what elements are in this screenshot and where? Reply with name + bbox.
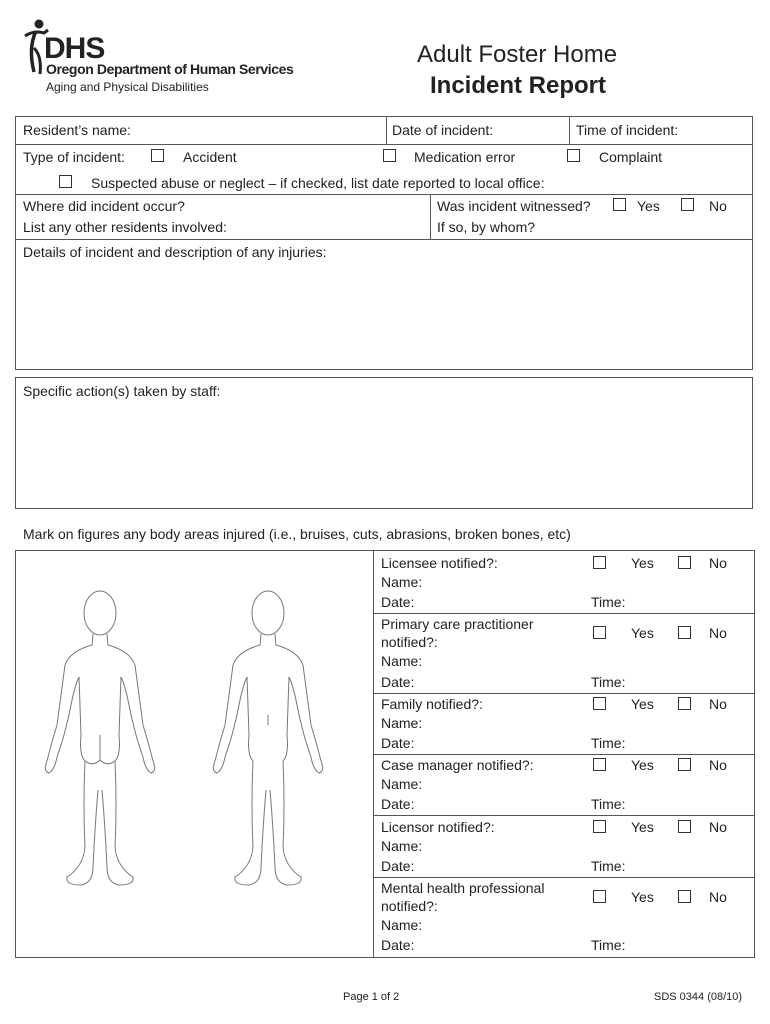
case-manager-no-checkbox[interactable] — [678, 758, 691, 771]
medication-error-checkbox[interactable] — [383, 149, 396, 162]
witnessed-yes-checkbox[interactable] — [613, 198, 626, 211]
body-map-instruction: Mark on figures any body areas injured (i.e., bruises, cuts, abrasions, broken bones, etc) — [23, 526, 571, 542]
mhp-yes-label: Yes — [631, 889, 654, 905]
family-time-label: Time: — [591, 735, 626, 751]
body-figure-front[interactable] — [200, 585, 330, 903]
divider — [15, 194, 753, 195]
family-notified-label: Family notified?: — [381, 696, 483, 712]
complaint-checkbox[interactable] — [567, 149, 580, 162]
licensor-no-label: No — [709, 819, 727, 835]
mhp-no-checkbox[interactable] — [678, 890, 691, 903]
divider — [15, 144, 753, 145]
date-of-incident-label: Date of incident: — [392, 122, 494, 138]
agency-name: Oregon Department of Human Services — [46, 61, 294, 77]
licensor-yes-checkbox[interactable] — [593, 820, 606, 833]
division-name: Aging and Physical Disabilities — [46, 80, 209, 94]
case-manager-name-label: Name: — [381, 776, 423, 792]
licensee-no-checkbox[interactable] — [678, 556, 691, 569]
case-manager-yes-checkbox[interactable] — [593, 758, 606, 771]
page-number: Page 1 of 2 — [343, 991, 400, 1003]
licensor-name-label: Name: — [381, 838, 423, 854]
licensor-time-label: Time: — [591, 858, 626, 874]
complaint-label: Complaint — [599, 149, 663, 165]
pcp-yes-label: Yes — [631, 625, 654, 641]
divider — [373, 815, 755, 816]
family-date-label: Date: — [381, 735, 415, 751]
family-yes-label: Yes — [631, 696, 654, 712]
mhp-no-label: No — [709, 889, 727, 905]
pcp-yes-checkbox[interactable] — [593, 626, 606, 639]
licensor-no-checkbox[interactable] — [678, 820, 691, 833]
resident-name-label: Resident’s name: — [23, 122, 131, 138]
licensee-yes-checkbox[interactable] — [593, 556, 606, 569]
mhp-date-label: Date: — [381, 937, 415, 953]
mhp-time-label: Time: — [591, 937, 626, 953]
accident-label: Accident — [183, 149, 237, 165]
body-figure-back[interactable] — [35, 585, 165, 903]
family-no-label: No — [709, 696, 727, 712]
where-occur-label: Where did incident occur? — [23, 198, 185, 214]
divider — [15, 239, 753, 240]
licensee-no-label: No — [709, 555, 727, 571]
actions-label: Specific action(s) taken by staff: — [23, 383, 221, 399]
form-title-line2: Incident Report — [430, 72, 607, 99]
suspected-abuse-checkbox[interactable] — [59, 175, 72, 188]
medication-error-label: Medication error — [414, 149, 516, 165]
case-manager-yes-label: Yes — [631, 757, 654, 773]
divider — [569, 116, 570, 144]
family-no-checkbox[interactable] — [678, 697, 691, 710]
divider — [386, 116, 387, 144]
mhp-notified-label: Mental health professional — [381, 880, 545, 896]
mhp-yes-checkbox[interactable] — [593, 890, 606, 903]
family-yes-checkbox[interactable] — [593, 697, 606, 710]
mhp-name-label: Name: — [381, 917, 423, 933]
by-whom-label: If so, by whom? — [437, 219, 536, 235]
licensee-notified-label: Licensee notified?: — [381, 555, 498, 571]
divider — [373, 877, 755, 878]
licensor-date-label: Date: — [381, 858, 415, 874]
suspected-abuse-label: Suspected abuse or neglect – if checked, list date reported to local office: — [91, 175, 545, 191]
witnessed-yes-label: Yes — [637, 198, 660, 214]
divider — [373, 613, 755, 614]
mhp-notified-label-line2: notified?: — [381, 898, 438, 914]
details-label: Details of incident and description of any injuries: — [23, 244, 327, 260]
licensor-yes-label: Yes — [631, 819, 654, 835]
pcp-date-label: Date: — [381, 674, 415, 690]
pcp-notified-label-line2: notified?: — [381, 634, 438, 650]
family-name-label: Name: — [381, 715, 423, 731]
case-manager-no-label: No — [709, 757, 727, 773]
licensor-notified-label: Licensor notified?: — [381, 819, 495, 835]
divider — [430, 194, 431, 239]
type-of-incident-label: Type of incident: — [23, 149, 125, 165]
licensee-name-label: Name: — [381, 574, 423, 590]
licensee-date-label: Date: — [381, 594, 415, 610]
witnessed-label: Was incident witnessed? — [437, 198, 591, 214]
witnessed-no-checkbox[interactable] — [681, 198, 694, 211]
licensee-yes-label: Yes — [631, 555, 654, 571]
pcp-name-label: Name: — [381, 653, 423, 669]
time-of-incident-label: Time of incident: — [576, 122, 679, 138]
case-manager-notified-label: Case manager notified?: — [381, 757, 534, 773]
pcp-time-label: Time: — [591, 674, 626, 690]
case-manager-time-label: Time: — [591, 796, 626, 812]
case-manager-date-label: Date: — [381, 796, 415, 812]
other-residents-label: List any other residents involved: — [23, 219, 227, 235]
divider — [373, 754, 755, 755]
licensee-time-label: Time: — [591, 594, 626, 610]
divider — [373, 693, 755, 694]
pcp-no-label: No — [709, 625, 727, 641]
logo-text: DHS — [44, 32, 105, 65]
witnessed-no-label: No — [709, 198, 727, 214]
form-id: SDS 0344 (08/10) — [654, 991, 743, 1003]
pcp-notified-label: Primary care practitioner — [381, 616, 534, 632]
form-title-line1: Adult Foster Home — [417, 41, 618, 68]
accident-checkbox[interactable] — [151, 149, 164, 162]
pcp-no-checkbox[interactable] — [678, 626, 691, 639]
